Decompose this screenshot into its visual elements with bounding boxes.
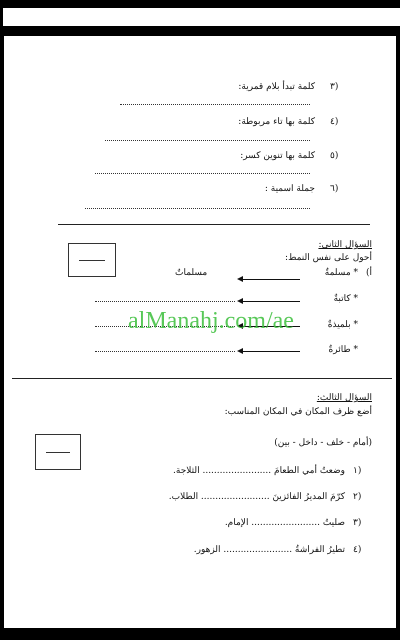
answer-line[interactable] [105,140,310,141]
arrow-icon [242,351,300,352]
item-number: ٣) [353,518,362,528]
example-answer: مسلماتٌ [175,268,208,278]
left-page-edge [0,36,4,628]
section-instruction: أضع ظرف المكان في المكان المناسب: [224,407,372,417]
answer-line[interactable] [95,351,235,352]
section-title: السؤال الثاني: [318,240,372,250]
word-item: * كاتبةٌ [333,294,358,304]
question-text: جملة اسمية : [264,184,315,194]
arrow-icon [242,301,300,302]
example-word: * مسلمةٌ [324,268,358,278]
sentence: صليتُ ........................ الإمام. [224,518,345,528]
item-number: ٣) [330,82,339,92]
top-black-band [0,0,400,8]
right-page-edge [396,36,400,628]
item-number: ٢) [353,492,362,502]
section-instruction: أحول على نفس النمط: [285,253,372,263]
word-item: * بلميذةٌ [327,320,358,330]
example-label: أ) [365,268,372,278]
answer-line[interactable] [85,208,310,209]
section-title: السؤال الثالث: [316,393,372,403]
sentence: تطيرُ الفراشةُ ........................ الزهور. [193,545,345,555]
item-number: ٦) [330,184,339,194]
section-divider [58,224,370,225]
word-bank: (أمام - خلف - داخل - بين) [274,438,372,448]
page-corner-mark [0,8,3,26]
section-divider [12,378,392,379]
answer-line[interactable] [95,173,310,174]
bottom-black-band [0,628,400,640]
grade-box [35,434,81,470]
page-separator-band [0,26,400,36]
answer-line[interactable] [95,301,235,302]
word-item: * طائرةٌ [328,345,358,355]
sentence: وضعتُ أمي الطعامَ ........................ الثلاجة. [173,466,345,476]
sentence: كرّمَ المديرُ الفائزينَ ........................ الطلاب. [168,492,345,502]
arrow-icon [242,279,300,280]
question-text: كلمة بها تاء مربوطة: [238,117,315,127]
item-number: ١) [353,466,362,476]
grade-box [68,243,116,277]
item-number: ٥) [330,151,339,161]
watermark: alManahj.com/ae [128,308,294,334]
answer-line[interactable] [120,104,310,105]
item-number: ٤) [353,545,362,555]
question-text: كلمة بها تنوين كسر: [240,151,315,161]
question-text: كلمة تبدأ بلام قمرية: [238,82,315,92]
item-number: ٤) [330,117,339,127]
